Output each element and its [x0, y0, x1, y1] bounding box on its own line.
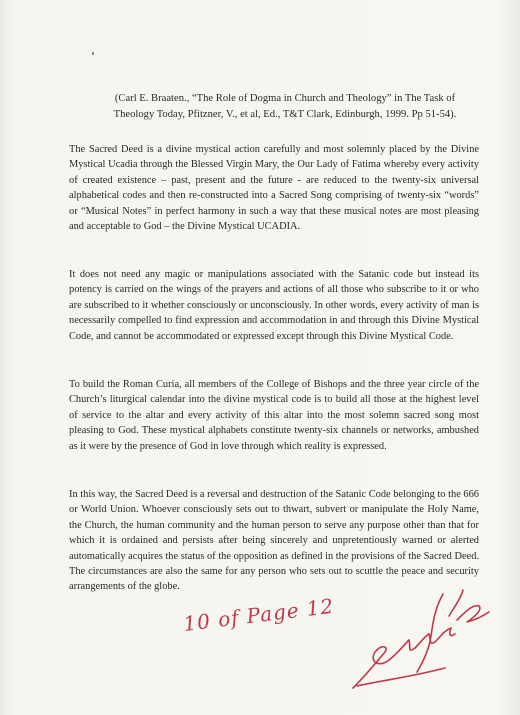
- speck-mark: [92, 52, 94, 55]
- paragraph-reversal: In this way, the Sacred Deed is a reversal and destruction of the Satanic Code belonging to the 666 or World Union. Whoever consciously sets out to thwart, subvert or manipulate the Holy Name, the Church, the human community and the human person to serve any purpose other than that for which it is ordained and persists after being sincerely and unpretentiously warned or alerted automatically acquires the status of the opposition as defined in the provisions of the Sacred Deed. The circumstances are also the same for any person who sets out to scuttle the peace and security arrangements of the globe.: [69, 489, 479, 593]
- signature: [345, 576, 495, 696]
- paragraph-sacred-deed: The Sacred Deed is a divine mystical action carefully and most solemnly placed by the Divine Mystical Ucadia through the Blessed Virgin Mary, the Our Lady of Fatima whereby every activity of created existence – past, present and the future - are reduced to the twenty-six universal alphabetical codes and then re-constructed into a Sacred Song comprising of twenty-six “words” or “Musical Notes” in perfect harmony in such a way that these musical notes are most pleasing and acceptable to God – the Divine Mystical UCADIA.: [69, 144, 479, 233]
- paragraph-roman-curia: To build the Roman Curia, all members of the College of Bishops and the three year circle of the Church’s liturgical calendar into the divine mystical code is to build all those at the highest level of service to the altar and every activity of this altar into the most solemn sacred song most pleasing to God. These mystical alphabets constitute twenty-six channels or networks, ambushed as it were by the presence of God in love through which reality is expressed.: [69, 379, 479, 452]
- paragraph-potency: It does not need any magic or manipulations associated with the Satanic code but instead its potency is carried on the wings of the prayers and actions of all those who subscribe to it or who are subscribed to it whether consciously or unconsciously. In other words, every activity of man is necessarily compelled to find expression and accommodation in and through this Divine Mystical Code, and cannot be accommodated or expressed except through this Divine Mystical Code.: [69, 269, 479, 342]
- citation: (Carl E. Braaten., “The Role of Dogma in Church and Theology” in The Task of Theology Today, Pfitzner, V., et al, Ed., T&T Clark, Edinburgh, 1999. Pp 51-54).: [113, 93, 457, 120]
- handwritten-page-note: 10 of Page 12: [182, 593, 336, 636]
